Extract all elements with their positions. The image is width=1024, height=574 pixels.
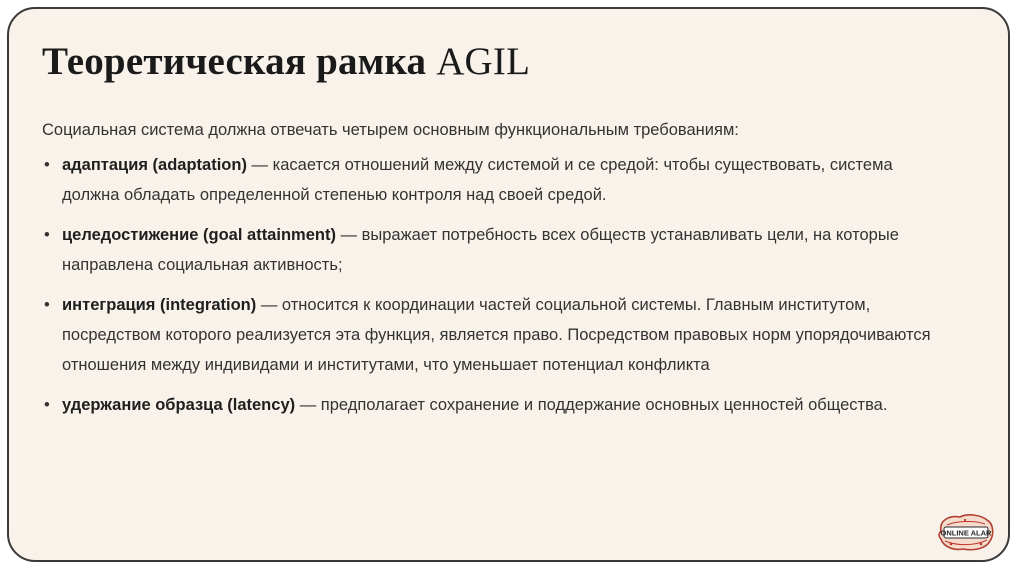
term-adaptation: адаптация (adaptation) [62, 156, 247, 174]
bullet-icon: • [44, 226, 50, 244]
svg-text:ONLINE ALAR: ONLINE ALAR [940, 528, 992, 538]
term-latency: удержание образца (latency) [62, 396, 296, 414]
list-item-adaptation [42, 150, 942, 210]
list-item-goal-attainment [42, 220, 942, 280]
description-integration: — относится к координации частей социальной системы. Главным институтом, посредством которого реализуется эта функция, является право. Посредством правовых норм упорядочиваются отношения между индивидами и институтами, что уменьшает потенциал конфликта [62, 296, 931, 374]
term-goal-attainment: целедостижение (goal attainment) [62, 226, 336, 244]
intro-text: Социальная система должна отвечать четырем основным функциональным требованиям: [42, 121, 739, 139]
description-goal-attainment: — выражает потребность всех обществ устанавливать цели, на которые направлена социальная активность; [62, 226, 899, 274]
bullet-icon: • [44, 156, 50, 174]
title-agil: AGIL [436, 40, 531, 83]
list-item-integration [42, 290, 942, 380]
bullet-icon: • [44, 296, 50, 314]
slide-title [42, 39, 530, 84]
slide [7, 7, 1010, 562]
title-main: Теоретическая рамка [42, 40, 427, 83]
stamp-logo-icon [935, 511, 997, 553]
requirements-list [42, 150, 942, 420]
list-item-latency [42, 390, 942, 420]
description-latency: — предполагает сохранение и поддержание основных ценностей общества. [295, 396, 888, 414]
bullet-icon: • [44, 396, 50, 414]
description-adaptation: — касается отношений между системой и се средой: чтобы существовать, система должна обладать определенной степенью контроля над своей средой. [62, 156, 893, 204]
slide-content [42, 115, 942, 430]
term-integration: интеграция (integration) [62, 296, 257, 314]
